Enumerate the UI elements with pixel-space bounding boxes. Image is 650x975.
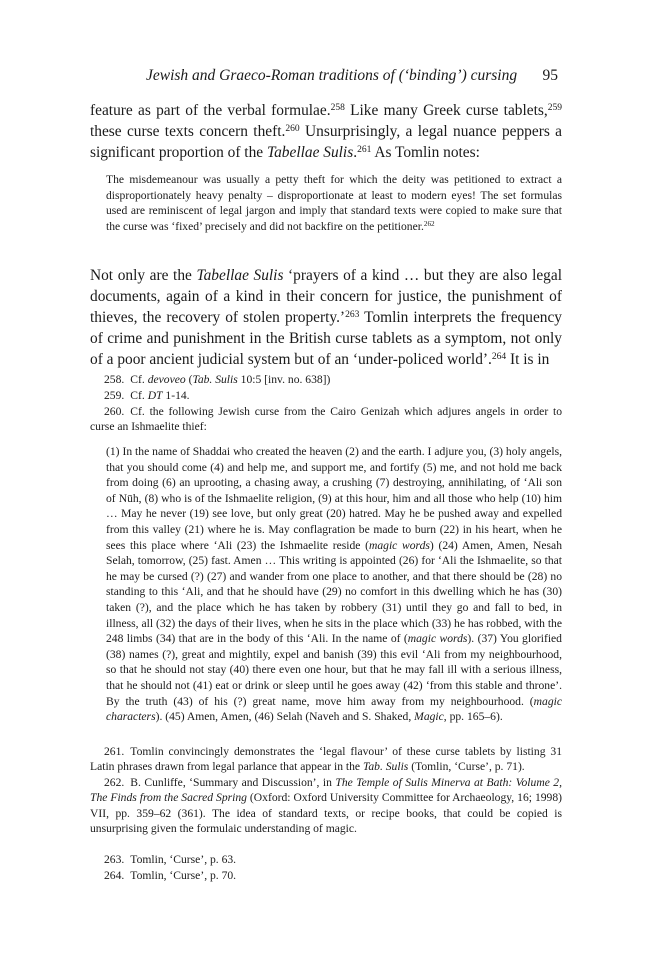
text-run: (Tomlin, ‘Curse’, p. 71). <box>408 760 525 774</box>
footnote <box>90 372 562 387</box>
text-run: (1) In the name of Shaddai who created the heaven (2) and the earth. I adjure you, (3) holy angels, that you should come (4) and help me, and support me, and fortify (5) me, and not hold me back from doing (6) an uprooting, a chasing away, a crushing (7) destroying, annihilating, of ‘Ali son of Nūh, (8) who is of the Ishmaelite religion, (9) at this hour, him and all those who help (10) him … May he never (19) see love, but only great (20) hatred. May he be pushed away and expelled from this valley (21) where he is. May conflagration be made to burn (22) in his heart, when he sees this place where ‘Ali (23) the Ishmaelite reside ( <box>106 445 562 552</box>
footnote-quote <box>106 444 562 725</box>
quote-text: The misdemeanour was usually a petty theft for which the deity was petitioned to extract a disproportionately heavy penalty – disproportionate at least to modern eyes! The set formulas used are reminiscent of legal jargon and imply that standard texts were copied to make sure that the curse was ‘fixed’ precisely and did not backfire on the petitioner. <box>106 173 562 233</box>
footnote-number: 263. <box>104 853 125 866</box>
text-run: As Tomlin notes: <box>371 144 480 161</box>
footnote-ref[interactable]: 264 <box>491 350 507 362</box>
text-run: these curse texts concern theft. <box>90 123 286 140</box>
footnote-number: 258. <box>104 373 125 386</box>
text-run: Unsurprisingly, a legal nuance peppers a significant proportion of the <box>90 123 563 161</box>
footnote-ref[interactable]: 258 <box>330 101 345 113</box>
italic-text: DT <box>147 389 163 402</box>
text-run: Not only are the <box>90 267 197 284</box>
text-run: 10:5 [inv. no. 638]) <box>237 373 331 386</box>
footnote-ref[interactable]: 259 <box>547 101 562 113</box>
body-paragraph <box>90 265 562 370</box>
text-run: ) (24) Amen, Amen, Nesah Selah, tomorrow, (25) fast. Amen … This writing is appointed (26) for ‘Ali the Ishmaelite, so that he may be cursed (?) (27) and wander from one place to another, and that there should be (28) no standing to this ‘Ali, and that he should have (29) no comfort in this dwelling which he has (30) taken (?), and the place which he has taken by robbery (31) until they go and fall to bed, in illness, all (32) the days of their lives, when he sits in the place which (33) he has robbed, with the 248 limbs (34) that are in the body of this ‘Ali. In the name of ( <box>106 538 562 646</box>
text-run: Cf. <box>130 373 148 386</box>
italic-text: Magic <box>414 710 444 724</box>
italic-title: Tabellae Sulis <box>266 144 354 161</box>
footnote <box>90 868 562 883</box>
footnote <box>90 852 562 867</box>
footnote-number: 264. <box>104 869 125 882</box>
italic-text: devoveo <box>147 373 186 386</box>
italic-text: Tab. Sulis <box>362 760 409 774</box>
running-title: Jewish and Graeco-Roman traditions of (‘binding’) cursing <box>146 67 518 84</box>
footnote <box>90 744 562 775</box>
italic-text: magic words <box>407 632 468 646</box>
block-quote <box>106 172 562 234</box>
text-run: feature as part of the verbal formulae. <box>90 102 331 119</box>
text-run: Tomlin, ‘Curse’, p. 63. <box>130 853 237 866</box>
text-run: It is in <box>506 351 550 368</box>
footnote-number: 259. <box>104 389 125 402</box>
footnote <box>90 388 562 403</box>
italic-title: Tabellae Sulis <box>196 267 284 284</box>
footnote-ref[interactable]: 261 <box>357 143 372 155</box>
footnote <box>90 404 562 435</box>
text-run: Tomlin, ‘Curse’, p. 70. <box>130 869 237 882</box>
text-run: ( <box>185 373 193 386</box>
text-run: (Oxford: Oxford University Committee for Archaeology, 16; 1998) VII, pp. 359–62 (361). The idea of standard texts, or recipe books, that could be copied is unsurprising given the formulaic understanding of magic. <box>90 791 562 836</box>
text-run: Tomlin interprets the frequency of crime and punishment in the British curse tablets as a symptom, not only of a poor ancient judicial system but of an ‘under-policed world’. <box>90 309 562 368</box>
italic-text: magic characters <box>106 694 562 724</box>
text-run: , pp. 165–6). <box>443 710 503 724</box>
footnote-ref[interactable]: 263 <box>345 308 360 320</box>
footnote-number: 262. <box>104 776 125 789</box>
footnote-number: 260. <box>104 405 125 418</box>
body-paragraph <box>90 100 562 163</box>
text-run: . <box>353 144 358 161</box>
text-run: 1-14. <box>162 389 190 402</box>
text-run: Like many Greek curse tablets, <box>344 102 548 119</box>
footnote-ref[interactable]: 262 <box>423 219 435 228</box>
text-run: ). (45) Amen, Amen, (46) Selah (Naveh and S. Shaked, <box>155 710 415 724</box>
text-run: B. Cunliffe, ‘Summary and Discussion’, in <box>130 776 336 789</box>
italic-text: Tab. Sulis <box>192 373 238 386</box>
text-run: Tomlin convincingly demonstrates the ‘legal flavour’ of these curse tablets by listing 31 Latin phrases drawn from legal parlance that appear in the <box>90 745 562 774</box>
italic-text: magic words <box>368 538 430 552</box>
text-run: ‘prayers of a kind … but they are also legal documents, again of a kind in their concern for justice, the punishment of thieves, the recovery of stolen property.’ <box>90 267 562 326</box>
text-run: ). (37) You glorified (38) names (?), great and mightily, expel and banish (39) this evil ‘Ali from my neighbourhood, so that he should not stay (40) there even one hour, but that he may fall ill with a serious illness, that he should not (41) eat or drink or sleep until he goes away (42) ‘from this stable and throne’. By the truth (43) of his (?) great name, move him away from my neighbourhood. ( <box>106 632 562 708</box>
italic-text: The Temple of Sulis Minerva at Bath: Volume 2, The Finds from the Sacred Spring <box>90 776 562 805</box>
footnote-number: 261. <box>104 745 125 758</box>
text-run: Cf. <box>130 389 148 402</box>
page-number: 95 <box>542 67 558 84</box>
footnote <box>90 775 562 837</box>
footnote-ref[interactable]: 260 <box>285 122 300 134</box>
text-run: Cf. the following Jewish curse from the Cairo Genizah which adjures angels in order to curse an Ishmaelite thief: <box>90 405 562 434</box>
